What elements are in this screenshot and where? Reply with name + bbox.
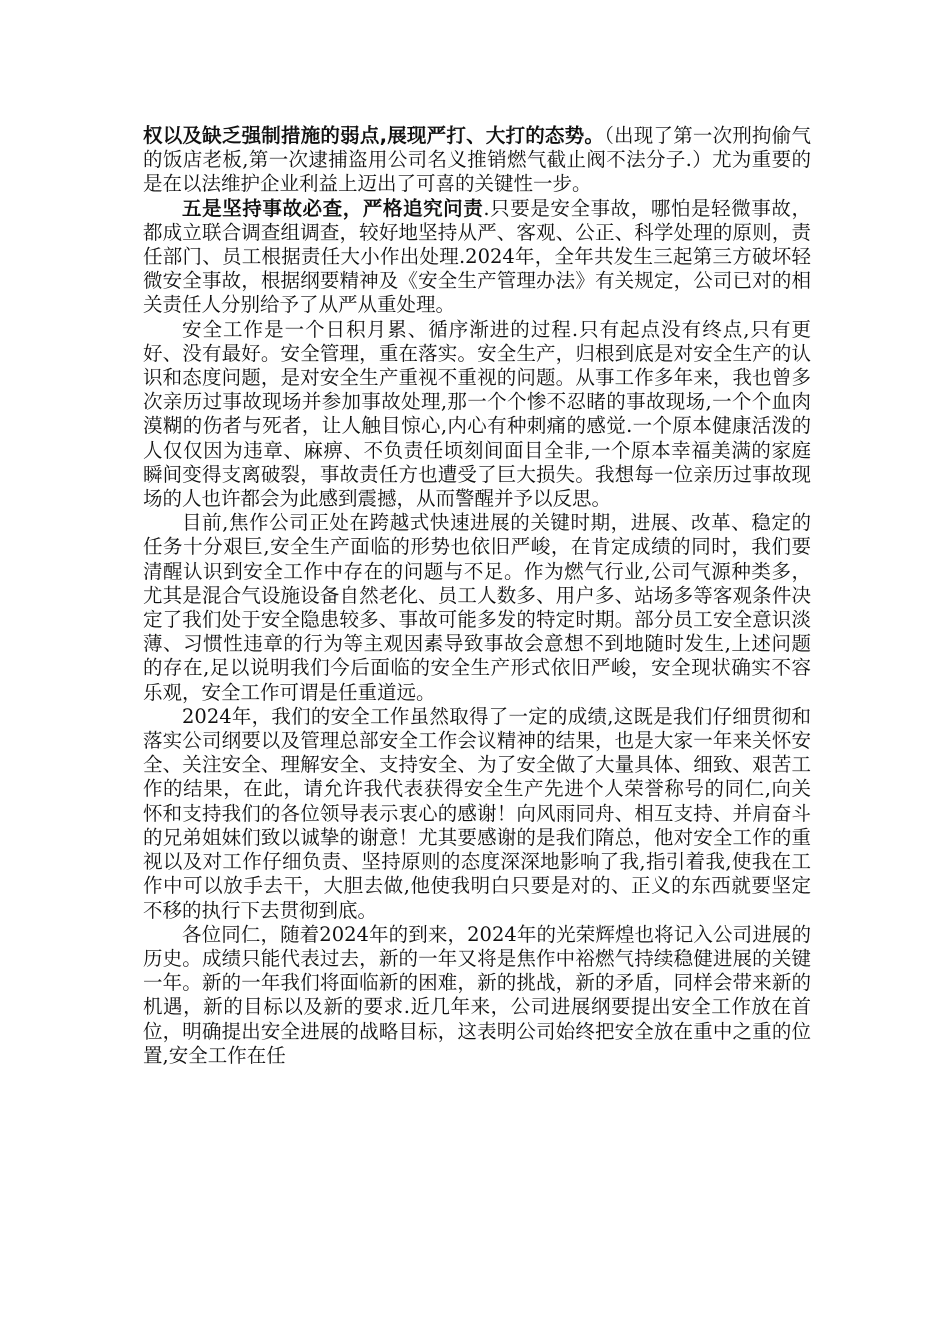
paragraph-1: [143, 124, 811, 197]
paragraph-5: [143, 705, 811, 923]
paragraph-2: [143, 197, 811, 318]
paragraph-5-text: 2024年，我们的安全工作虽然取得了一定的成绩,这既是我们仔细贯彻和落实公司纲要以及管理总部安全工作会议精神的结果，也是大家一年来关怀安全、关注安全、理解安全、支持安全、为了安全做了大量具体、细致、艰苦工作的结果，在此，请允许我代表获得安全生产先进个人荣誉称号的同仁,向关怀和支持我们的各位领导表示衷心的感谢！向风雨同舟、相互支持、并肩奋斗的兄弟姐妹们致以诚挚的谢意！尤其要感谢的是我们隋总，他对安全工作的重视以及对工作仔细负责、坚持原则的态度深深地影响了我,指引着我,使我在工作中可以放手去干，大胆去做,他使我明白只要是对的、正义的东西就要坚定不移的执行下去贯彻到底。: [143, 704, 811, 922]
paragraph-4-text: 目前,焦作公司正处在跨越式快速进展的关键时期，进展、改革、稳定的任务十分艰巨,安全生产面临的形势也依旧严峻，在肯定成绩的同时，我们要清醒认识到安全工作中存在的问题与不足。作为燃气行业,公司气源种类多，尤其是混合气设施设备自然老化、员工人数多、用户多、站场多等客观条件决定了我们处于安全隐患较多、事故可能多发的特定时期。部分员工安全意识淡薄、习惯性违章的行为等主观因素导致事故会意想不到地随时发生,上述问题的存在,足以说明我们今后面临的安全生产形式依旧严峻，安全现状确实不容乐观，安全工作可谓是任重道远。: [143, 511, 811, 704]
paragraph-4: [143, 511, 811, 705]
paragraph-2-text: .只要是安全事故，哪怕是轻微事故，都成立联合调查组调查，较好地坚持从严、客观、公正、科学处理的原则，责任部门、员工根据责任大小作出处理.2024年，全年共发生三起第三方破坏轻微安全事故，根据纲要精神及《安全生产管理办法》有关规定，公司已对的相关责任人分别给予了从严从重处理。: [143, 196, 811, 317]
paragraph-3: [143, 318, 811, 512]
paragraph-1-bold: 权以及缺乏强制措施的弱点,展现严打、大打的态势。: [143, 124, 605, 147]
paragraph-6: [143, 923, 811, 1068]
paragraph-2-bold: 五是坚持事故必查，严格追究问责: [182, 196, 484, 220]
paragraph-3-text: 安全工作是一个日积月累、循序渐进的过程.只有起点没有终点,只有更好、没有最好。安全管理，重在落实。安全生产，归根到底是对安全生产的认识和态度问题，是对安全生产重视不重视的问题。从事工作多年来，我也曾多次亲历过事故现场并参加事故处理,那一个个惨不忍睹的事故现场,一个个血肉漠糊的伤者与死者，让人触目惊心,内心有种刺痛的感觉.一个原本健康活泼的人仅仅因为违章、麻痹、不负责任顷刻间面目全非,一个原本幸福美满的家庭瞬间变得支离破裂，事故责任方也遭受了巨大损失。我想每一位亲历过事故现场的人也许都会为此感到震撼，从而警醒并予以反思。: [143, 317, 811, 511]
paragraph-6-text: 各位同仁，随着2024年的到来，2024年的光荣辉煌也将记入公司进展的历史。成绩只能代表过去，新的一年又将是焦作中裕燃气持续稳健进展的关键一年。新的一年我们将面临新的困难，新的挑战，新的矛盾，同样会带来新的机遇，新的目标以及新的要求.近几年来，公司进展纲要提出安全工作放在首位，明确提出安全进展的战略目标，这表明公司始终把安全放在重中之重的位置,安全工作在任: [143, 922, 811, 1067]
paragraph-1-text: （出现了第一次刑拘偷气的饭店老板,第一次逮捕盗用公司名义推销燃气截止阀不法分子.）尤为重要的是在以法维护企业利益上迈出了可喜的关键性一步。: [143, 124, 811, 196]
document-page: [143, 124, 811, 1068]
